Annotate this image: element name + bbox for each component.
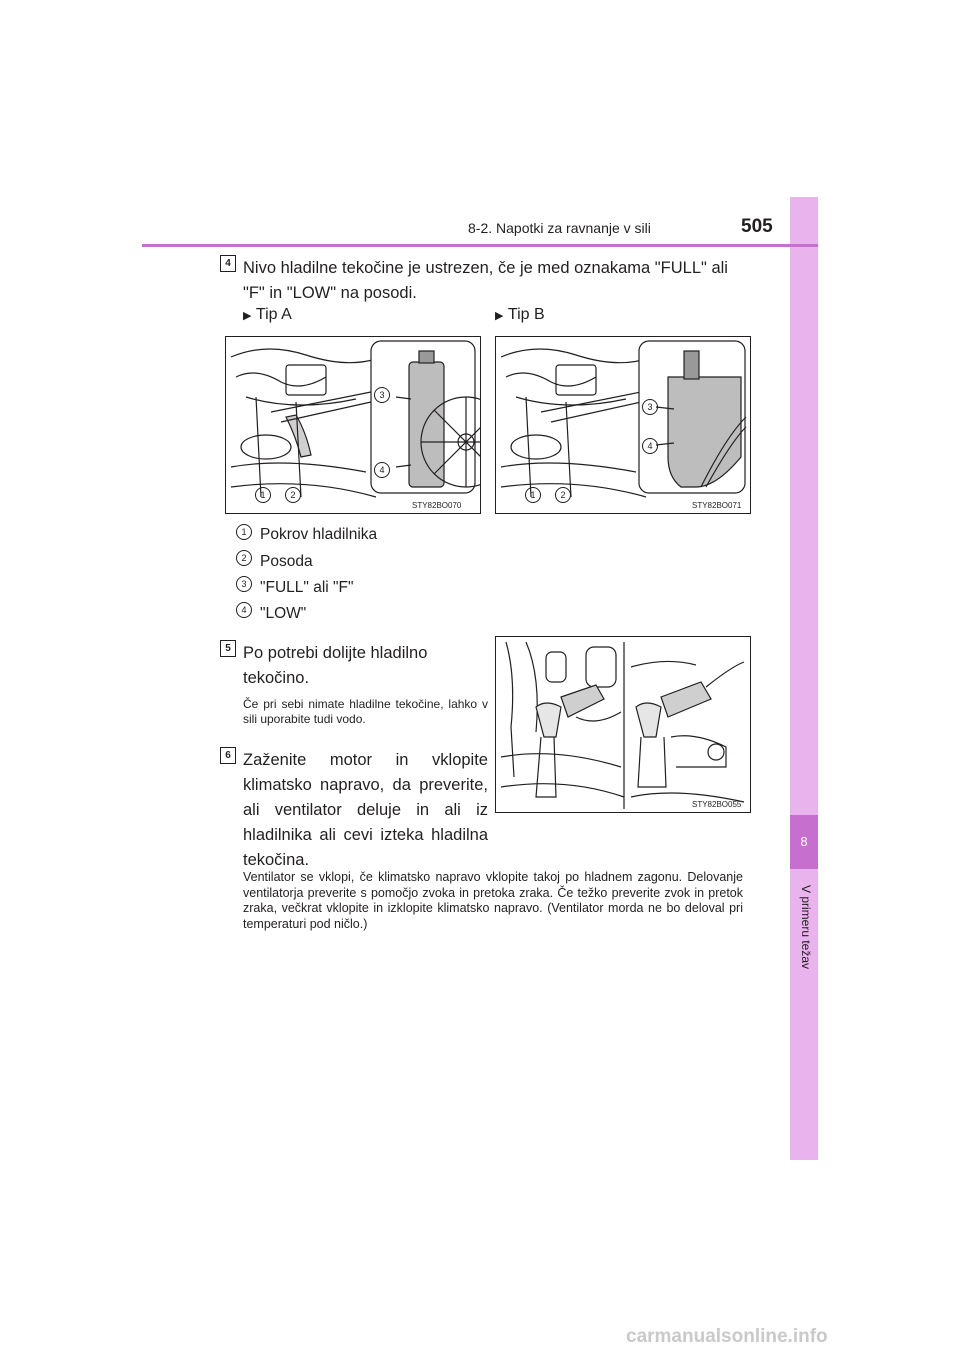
arrow-right-icon: ▶: [495, 310, 504, 322]
step-5-text: [243, 641, 493, 691]
chapter-title: V primeru težav: [799, 885, 813, 970]
step-4-line-2: "F" in "LOW" na posodi.: [243, 284, 417, 302]
legend-text-2: Posoda: [260, 553, 313, 570]
legend-text-1: Pokrov hladilnika: [260, 526, 378, 543]
section-title: 8-2. Napotki za ravnanje v sili: [468, 220, 651, 236]
callout-3: 3: [374, 387, 390, 403]
step-6-marker: 6: [220, 747, 236, 764]
step-4-line-1: Nivo hladilne tekočine je ustrezen, če je med oznakama "FULL" ali: [243, 259, 728, 277]
step-6-text: Zaženite motor in vklopite klimatsko napravo, da preverite, ali ventilator deluje in ali iz hladilnika ali cevi izteka hladilna tekočina.: [243, 751, 488, 869]
figure-code-a: STY82BO070: [412, 501, 462, 510]
type-a-heading: [243, 306, 292, 324]
chapter-number-tab: 8: [790, 815, 818, 869]
callout-4: 4: [374, 462, 390, 478]
page-number: 505: [741, 216, 773, 237]
legend-text-4: "LOW": [260, 605, 307, 622]
type-b-label: Tip B: [507, 306, 545, 323]
figure-type-a: [225, 336, 481, 514]
figure-code-b: STY82BO071: [692, 501, 742, 510]
step-5-line-1: Po potrebi dolijte hladilno: [243, 644, 428, 662]
callout-3: 3: [642, 399, 658, 415]
step-5-line-2: tekočino.: [243, 669, 310, 687]
legend-num-4: 4: [236, 602, 252, 618]
figure-code-refill: STY82BO055: [692, 800, 742, 809]
step-4-marker: 4: [220, 255, 236, 272]
callout-1: 1: [525, 487, 541, 503]
legend-num-1: 1: [236, 524, 252, 540]
legend-num-2: 2: [236, 550, 252, 566]
callout-2: 2: [285, 487, 301, 503]
arrow-right-icon: ▶: [243, 310, 252, 322]
step-5-note: Če pri sebi nimate hladilne tekočine, lahko v sili uporabite tudi vodo.: [243, 697, 488, 726]
legend-num-3: 3: [236, 576, 252, 592]
watermark: carmanualsonline.info: [626, 1326, 828, 1347]
callout-2: 2: [555, 487, 571, 503]
header-rule: [142, 244, 818, 247]
step-4-text: [243, 256, 748, 306]
legend-text-3: "FULL" ali "F": [260, 579, 354, 596]
callout-1: 1: [255, 487, 271, 503]
coolant-refill-illustration: [496, 637, 750, 812]
callout-4: 4: [642, 438, 658, 454]
type-b-heading: [495, 306, 545, 324]
step-5-marker: 5: [220, 640, 236, 657]
type-a-label: Tip A: [255, 306, 292, 323]
figure-type-b: [495, 336, 751, 514]
step-6-note: Ventilator se vklopi, če klimatsko napravo vklopite takoj po hladnem zagonu. Delovanje ventilatorja preverite s pomočjo zvoka in pretoka zraka. Če težko preverite zvok in pretok zraka, večkrat vklopite in izklopite klimatsko napravo. (Ventilator morda ne bo deloval pri temperaturi pod ničlo.): [243, 870, 743, 931]
figure-refill-coolant: [495, 636, 751, 813]
